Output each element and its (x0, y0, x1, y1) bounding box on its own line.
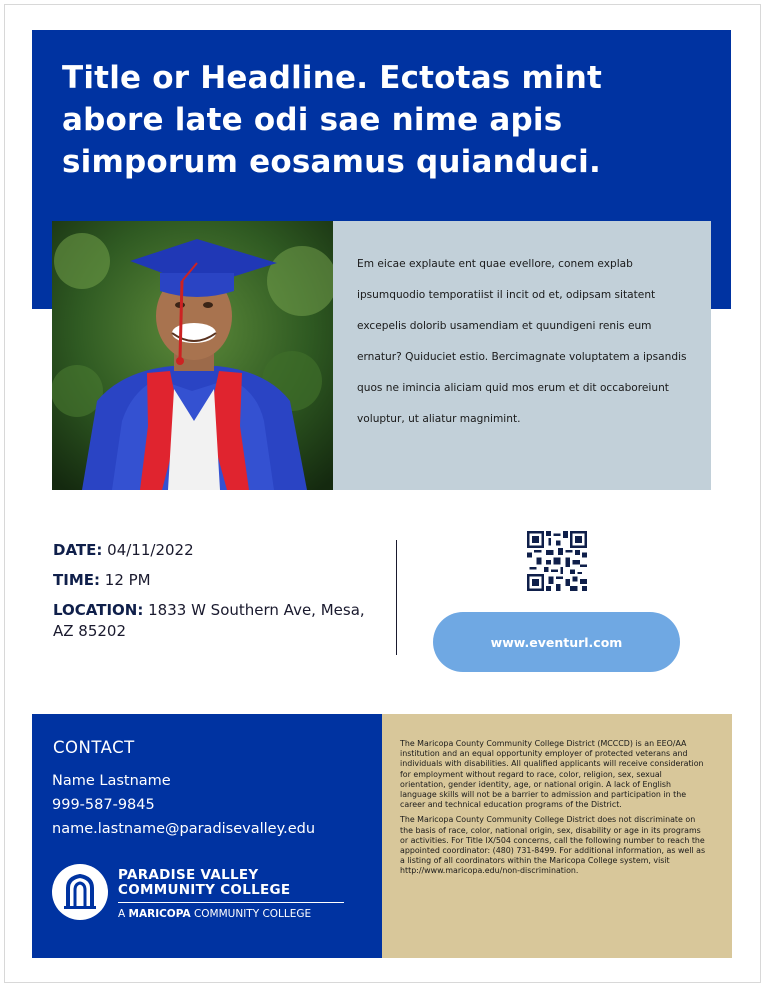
intro-text: Em eicae explaute ent quae evellore, conem explab ipsumquodio temporatiist il incit od et, odipsam sitatent excepelis dolorib usamendiam et quundigeni renis eum ernatur? Quiduciet estio. Bercimagnate voluptatem a ipsandis quos ne imincia aliciam quid mos erum et dit occaboreiunt voluptur, ut aliatur magnimint. (357, 258, 687, 425)
intro-panel (333, 221, 711, 490)
college-logo (52, 864, 352, 924)
location-label: LOCATION: (53, 601, 144, 619)
college-name (118, 868, 290, 898)
legal-panel (382, 714, 732, 958)
qr-code-icon[interactable] (527, 531, 587, 591)
college-logo-icon (52, 864, 108, 920)
location-value: 1833 W Southern Ave, Mesa, AZ 85202 (53, 601, 365, 640)
time-label: TIME: (53, 571, 100, 589)
affiliation-suffix: COMMUNITY COLLEGE (193, 908, 312, 920)
contact-panel (32, 714, 382, 958)
college-affiliation (118, 908, 311, 920)
contact-phone[interactable]: 999-587-9845 (52, 797, 155, 813)
college-name-line1: PARADISE VALLEY (118, 867, 259, 883)
date-value: 04/11/2022 (107, 541, 194, 559)
affiliation-prefix: A (118, 908, 126, 920)
college-name-line2: COMMUNITY COLLEGE (118, 882, 291, 898)
headline: Title or Headline. Ectotas mint abore late odi sae nime apis simporum eosamus quianduci. (62, 60, 603, 180)
event-details (53, 540, 383, 651)
contact-email[interactable]: name.lastname@paradisevalley.edu (52, 821, 316, 837)
contact-name: Name Lastname (52, 773, 171, 789)
logo-rule (118, 902, 344, 903)
time-line (53, 570, 383, 591)
graduate-photo (52, 221, 333, 490)
date-line (53, 540, 383, 561)
legal-paragraph-1: The Maricopa County Community College District (MCCCD) is an EEO/AA institution and an equal opportunity employer of protected veterans and individuals with disabilities. All qualified applicants will receive consideration for employment without regard to race, color, religion, sex, sexual orientation, gender identity, age, or national origin. A lack of English language skills will not be a barrier to admission and participation in the career and technical education programs of the District. (400, 739, 704, 810)
affiliation-bold: MARICOPA (128, 908, 191, 920)
time-value: 12 PM (104, 571, 151, 589)
contact-heading: CONTACT (53, 738, 135, 757)
location-line (53, 600, 383, 642)
event-url-button[interactable]: www.eventurl.com (433, 612, 680, 672)
vertical-divider (396, 540, 397, 655)
legal-paragraph-2: The Maricopa County Community College District does not discriminate on the basis of race, color, national origin, sex, disability or age in its programs or activities. For Title IX/504 concerns, call the following number to reach the appointed coordinator: (480) 731-8499. For additional information, as well as a listing of all coordinators within the Maricopa College system, visit http://www.maricopa.edu/non-discrimination. (400, 815, 706, 876)
date-label: DATE: (53, 541, 103, 559)
